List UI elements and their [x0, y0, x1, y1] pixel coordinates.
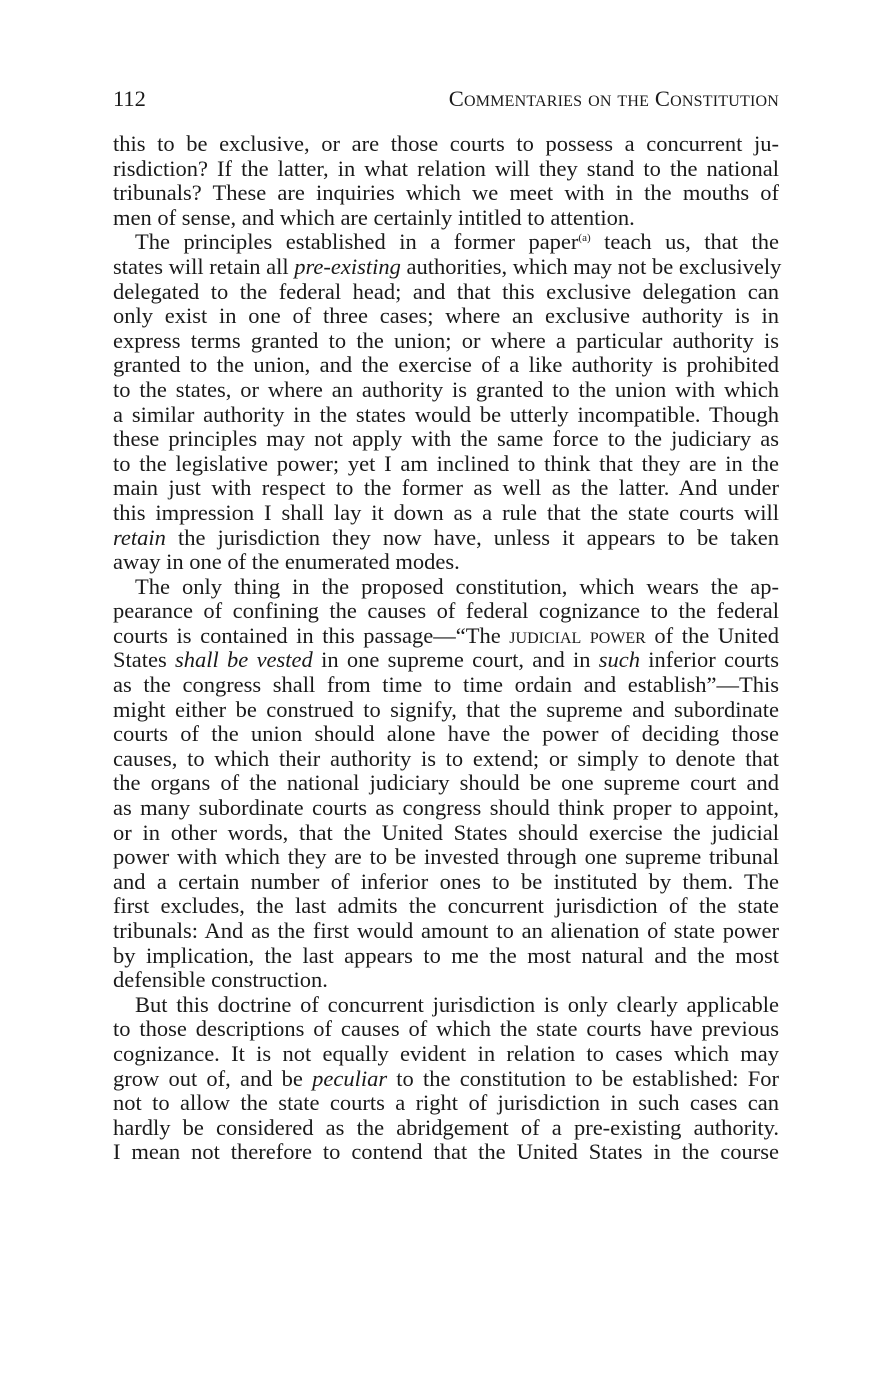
- text-line: as the congress shall from time to time ordain and establish”—This: [113, 672, 779, 698]
- text-span: The principles established in a former paper: [135, 229, 579, 255]
- text-line: these principles may not apply with the same force to the judiciary as: [113, 426, 779, 452]
- text-line: to the legislative power; yet I am inclined to think that they are in the: [113, 450, 779, 476]
- text-line: this impression I shall lay it down as a rule that the state courts will: [113, 499, 779, 525]
- text-line: this to be exclusive, or are those courts to possess a concurrent ju-: [113, 131, 779, 156]
- text-line: or in other words, that the United States should exercise the judicial: [113, 819, 779, 845]
- text-line: not to allow the state courts a right of jurisdiction in such cases can: [113, 1090, 779, 1116]
- running-title: Commentaries on the Constitution: [448, 86, 779, 111]
- text-line: delegated to the federal head; and that this exclusive delegation can: [113, 278, 779, 304]
- text-line: The only thing in the proposed constitution, which wears the ap-: [135, 573, 779, 599]
- italic-text: pre-existing: [294, 253, 401, 279]
- italic-text: shall be vested: [175, 647, 313, 673]
- italic-text: peculiar: [312, 1065, 388, 1091]
- body-text: [113, 131, 782, 1165]
- text-line: defensible construction.: [113, 967, 328, 993]
- small-caps-text: judicial power: [509, 622, 646, 648]
- text-line: [113, 230, 779, 255]
- page-number: 112: [113, 86, 146, 111]
- text-line: [113, 526, 779, 551]
- text-span: grow out of, and be: [113, 1065, 313, 1091]
- text-line: away in one of the enumerated modes.: [113, 549, 460, 575]
- text-line: risdiction? If the latter, in what relation will they stand to the national: [113, 155, 779, 181]
- text-line: a similar authority in the states would be utterly incompatible. Though: [113, 401, 779, 427]
- text-line: power with which they are to be invested through one supreme tribunal: [113, 844, 779, 870]
- italic-text: such: [598, 647, 640, 673]
- text-line: courts of the union should alone have the power of deciding those: [113, 721, 779, 747]
- text-line: cognizance. It is not equally evident in relation to cases which may: [113, 1040, 779, 1066]
- text-span: of the United: [645, 622, 779, 648]
- text-line: only exist in one of three cases; where an exclusive authority is in: [113, 303, 779, 329]
- text-line: But this doctrine of concurrent jurisdiction is only clearly applicable: [135, 991, 779, 1017]
- text-line: might either be construed to signify, that the supreme and subordinate: [113, 696, 779, 722]
- text-line: as many subordinate courts as congress should think proper to appoint,: [113, 795, 779, 821]
- text-line: hardly be considered as the abridgement of a pre-existing authority.: [113, 1114, 779, 1140]
- text-line: by implication, the last appears to me the most natural and the most: [113, 942, 779, 968]
- text-span: the jurisdiction they now have, unless it appears to be taken: [165, 524, 779, 550]
- text-line: [113, 1067, 779, 1092]
- text-span: courts is contained in this passage—“The: [113, 622, 510, 648]
- text-span: inferior courts: [640, 647, 779, 673]
- text-line: granted to the union, and the exercise of a like authority is prohibited: [113, 352, 779, 378]
- text-line: I mean not therefore to contend that the United States in the course: [113, 1139, 779, 1165]
- text-line: [113, 648, 779, 673]
- text-span: States: [113, 647, 176, 673]
- text-line: the organs of the national judiciary should be one supreme court and: [113, 770, 779, 796]
- text-line: first excludes, the last admits the concurrent jurisdiction of the state: [113, 893, 779, 919]
- text-span: to the constitution to be established: For: [387, 1065, 779, 1091]
- page-header: [113, 86, 779, 116]
- text-span: authorities, which may not be exclusively: [400, 253, 782, 279]
- text-line: pearance of confining the causes of federal cognizance to the federal: [113, 598, 779, 624]
- text-span: in one supreme court, and in: [312, 647, 599, 673]
- text-line: men of sense, and which are certainly intitled to attention.: [113, 204, 635, 230]
- footnote-marker: (a): [578, 232, 591, 245]
- text-line: to the states, or where an authority is granted to the union with which: [113, 376, 779, 402]
- text-line: tribunals: And as the first would amount to an alienation of state power: [113, 918, 779, 943]
- text-span: states will retain all: [113, 253, 295, 279]
- text-line: [113, 253, 782, 280]
- italic-text: retain: [113, 524, 166, 550]
- text-line: to those descriptions of causes of which the state courts have previous: [113, 1016, 779, 1042]
- text-line: causes, to which their authority is to extend; or simply to denote that: [113, 745, 779, 771]
- text-line: and a certain number of inferior ones to be instituted by them. The: [113, 868, 779, 894]
- text-line: express terms granted to the union; or where a particular authority is: [113, 327, 779, 353]
- text-span: teach us, that the: [590, 229, 779, 255]
- text-line: tribunals? These are inquiries which we meet with in the mouths of: [113, 180, 779, 206]
- text-line: main just with respect to the former as well as the latter. And under: [113, 475, 779, 501]
- text-line: [113, 624, 779, 649]
